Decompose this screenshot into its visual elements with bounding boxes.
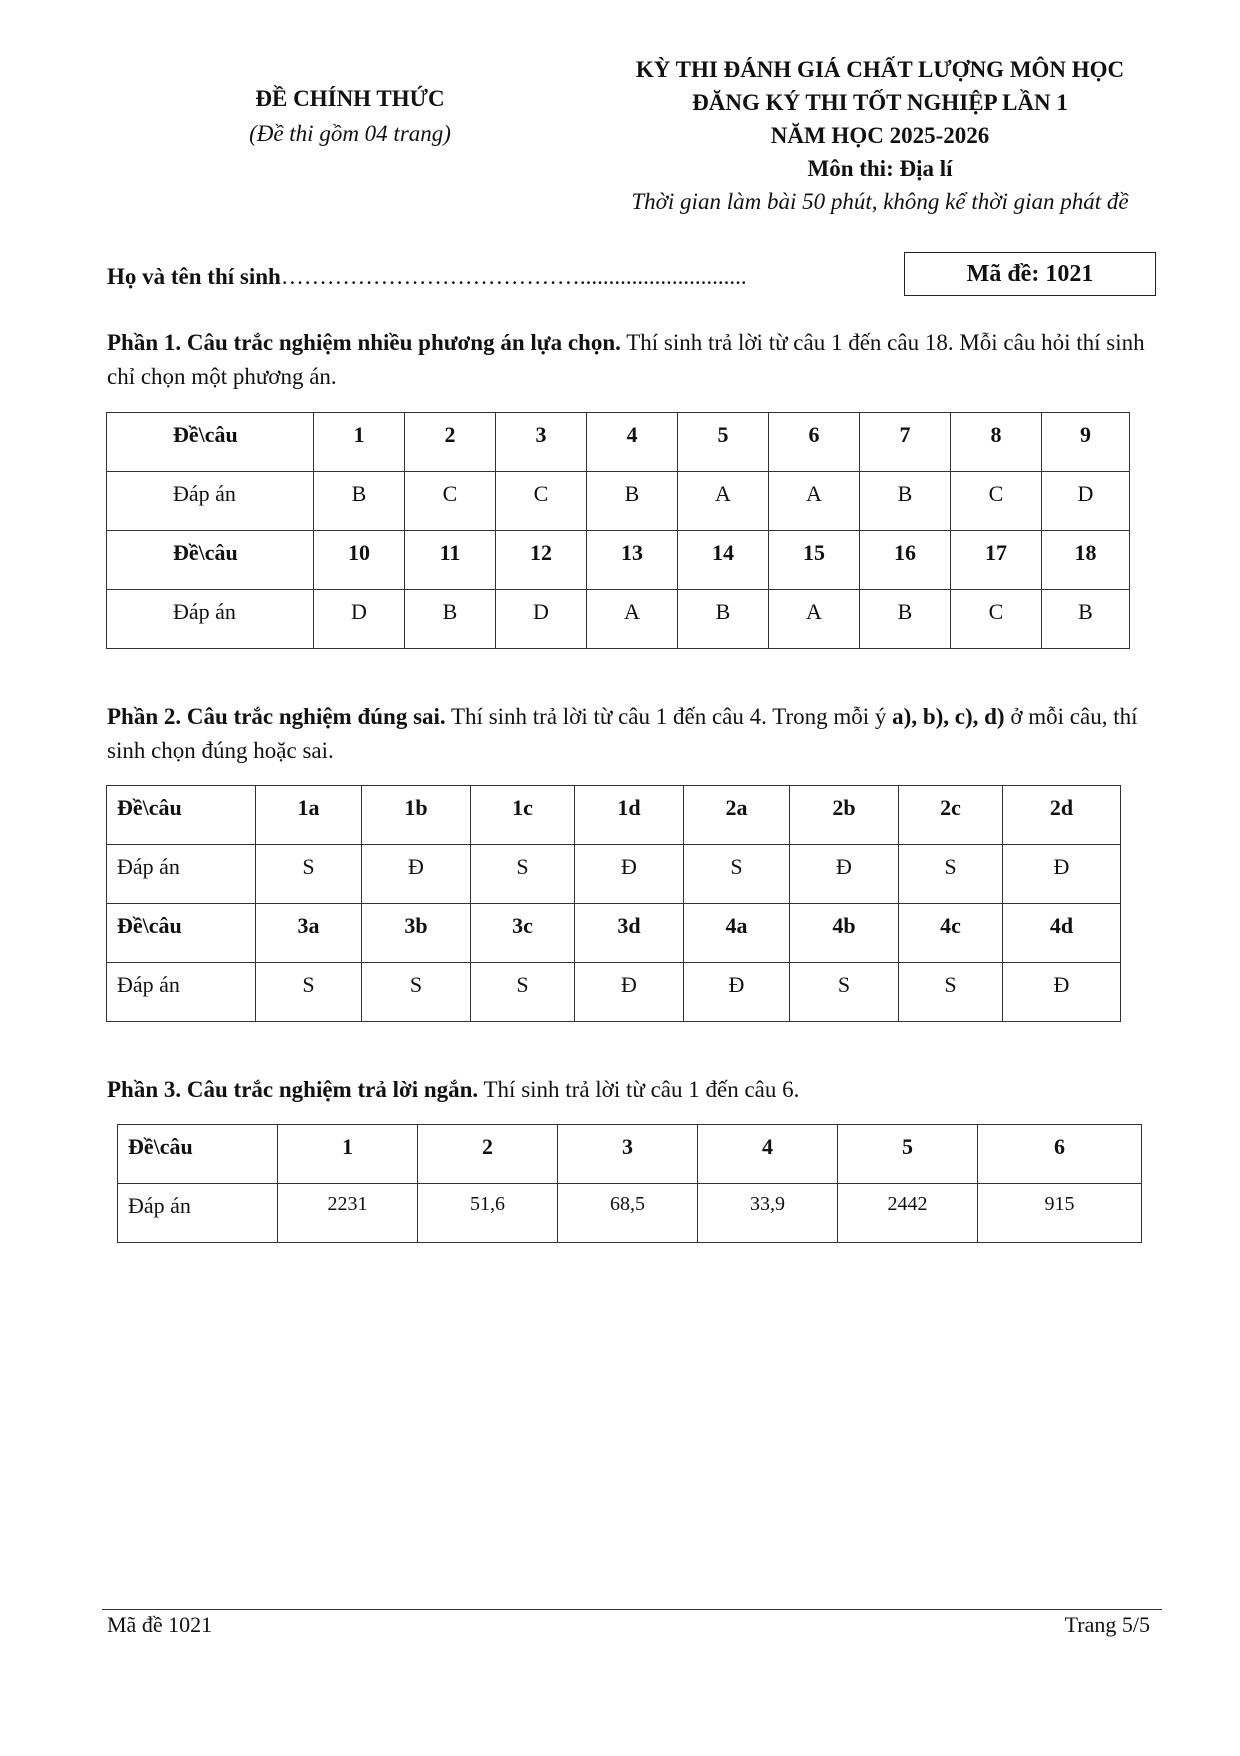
footer-page-number: Trang 5/5 xyxy=(1064,1612,1150,1637)
part2-answer-cell: Đ xyxy=(362,845,471,904)
part3-answer-table xyxy=(117,1124,1142,1243)
part1-answer-label: Đáp án xyxy=(107,590,314,649)
part1-answer-cell: A xyxy=(678,472,769,531)
part2-answer-cell: S xyxy=(899,963,1003,1022)
part1-answer-cell: A xyxy=(769,472,860,531)
part2-question-cell: 1c xyxy=(471,786,575,845)
part1-question-cell: 11 xyxy=(405,531,496,590)
part1-question-label: Đề\câu xyxy=(107,531,314,590)
part2-answer-cell: Đ xyxy=(575,963,684,1022)
part1-question-row xyxy=(107,413,1130,472)
part2-text-b: ở mỗi câu, thí sinh chọn đúng hoặc sai. xyxy=(107,704,1138,763)
part2-instructions xyxy=(107,700,1167,768)
part2-question-row xyxy=(107,786,1121,845)
exam-time-note: Thời gian làm bài 50 phút, không kể thời gian phát đề xyxy=(631,189,1129,214)
part1-question-cell: 15 xyxy=(769,531,860,590)
part3-answer-label: Đáp án xyxy=(118,1184,278,1243)
part2-question-row xyxy=(107,904,1121,963)
part1-answer-cell: A xyxy=(769,590,860,649)
part1-answer-cell: B xyxy=(860,472,951,531)
candidate-name-label: Họ và tên thí sinh xyxy=(107,264,281,289)
part2-question-cell: 3d xyxy=(575,904,684,963)
part2-question-cell: 4b xyxy=(790,904,899,963)
part1-question-cell: 7 xyxy=(860,413,951,472)
part1-answer-cell: B xyxy=(314,472,405,531)
part1-question-cell: 8 xyxy=(951,413,1042,472)
part2-answer-cell: S xyxy=(256,845,362,904)
part2-answer-cell: S xyxy=(790,963,899,1022)
part1-question-cell: 17 xyxy=(951,531,1042,590)
part1-answer-cell: D xyxy=(496,590,587,649)
candidate-name-dots: …………………………………............................. xyxy=(280,264,747,289)
part2-answer-cell: S xyxy=(684,845,790,904)
part3-question-cell: 2 xyxy=(418,1125,558,1184)
part2-question-cell: 3b xyxy=(362,904,471,963)
part2-title: Phần 2. Câu trắc nghiệm đúng sai. xyxy=(107,704,446,729)
part1-answer-cell: D xyxy=(314,590,405,649)
part2-answer-table xyxy=(106,785,1121,1022)
part2-question-cell: 1d xyxy=(575,786,684,845)
part1-answer-table xyxy=(106,412,1130,649)
part3-answer-cell: 33,9 xyxy=(698,1184,838,1243)
part2-answer-label: Đáp án xyxy=(107,963,256,1022)
part2-question-label: Đề\câu xyxy=(107,786,256,845)
part3-question-cell: 5 xyxy=(838,1125,978,1184)
part2-question-cell: 3c xyxy=(471,904,575,963)
part3-question-label: Đề\câu xyxy=(118,1125,278,1184)
part1-answer-label: Đáp án xyxy=(107,472,314,531)
exam-title-line2: ĐĂNG KÝ THI TỐT NGHIỆP LẦN 1 xyxy=(692,90,1068,115)
part1-text: Thí sinh trả lời từ câu 1 đến câu 18. Mỗi câu hỏi thí sinh chỉ chọn một phương án. xyxy=(107,330,1145,389)
part1-question-cell: 6 xyxy=(769,413,860,472)
part3-title: Phần 3. Câu trắc nghiệm trả lời ngắn. xyxy=(107,1077,479,1102)
part2-question-cell: 4d xyxy=(1003,904,1121,963)
exam-title-line1: KỲ THI ĐÁNH GIÁ CHẤT LƯỢNG MÔN HỌC xyxy=(635,57,1125,82)
part1-answer-cell: B xyxy=(678,590,769,649)
part1-answer-cell: C xyxy=(951,472,1042,531)
part2-answer-cell: S xyxy=(471,963,575,1022)
part1-question-label: Đề\câu xyxy=(107,413,314,472)
part1-title: Phần 1. Câu trắc nghiệm nhiều phương án lựa chọn. xyxy=(107,330,621,355)
part3-question-row xyxy=(118,1125,1142,1184)
part2-question-cell: 4a xyxy=(684,904,790,963)
exam-title-line3: NĂM HỌC 2025-2026 xyxy=(770,123,990,148)
part1-answer-cell: B xyxy=(405,590,496,649)
footer-exam-code: Mã đề 1021 xyxy=(107,1612,213,1637)
part3-question-cell: 3 xyxy=(558,1125,698,1184)
part3-question-cell: 6 xyxy=(978,1125,1142,1184)
part2-question-cell: 3a xyxy=(256,904,362,963)
part3-answer-cell: 68,5 xyxy=(558,1184,698,1243)
part2-answer-cell: Đ xyxy=(790,845,899,904)
page-count-note: (Đề thi gồm 04 trang) xyxy=(249,121,451,146)
part1-answer-cell: A xyxy=(587,590,678,649)
part1-question-cell: 18 xyxy=(1042,531,1130,590)
part1-question-cell: 3 xyxy=(496,413,587,472)
part2-answer-cell: S xyxy=(471,845,575,904)
part1-question-cell: 5 xyxy=(678,413,769,472)
part1-instructions xyxy=(107,326,1167,394)
part1-answer-cell: B xyxy=(860,590,951,649)
part1-answer-cell: C xyxy=(951,590,1042,649)
part2-answer-label: Đáp án xyxy=(107,845,256,904)
part2-answer-row xyxy=(107,845,1121,904)
official-label: ĐỀ CHÍNH THỨC xyxy=(255,86,445,111)
part1-answer-cell: D xyxy=(1042,472,1130,531)
part2-answer-cell: S xyxy=(256,963,362,1022)
part2-text-a: Thí sinh trả lời từ câu 1 đến câu 4. Trong mỗi ý xyxy=(445,704,893,729)
part2-question-label: Đề\câu xyxy=(107,904,256,963)
part3-answer-cell: 915 xyxy=(978,1184,1142,1243)
exam-code-box: Mã đề: 1021 xyxy=(904,252,1156,296)
part1-question-row xyxy=(107,531,1130,590)
part2-answer-cell: Đ xyxy=(1003,963,1121,1022)
part2-question-cell: 2b xyxy=(790,786,899,845)
part1-question-cell: 1 xyxy=(314,413,405,472)
part2-answer-cell: S xyxy=(362,963,471,1022)
part1-answer-row xyxy=(107,590,1130,649)
part1-question-cell: 14 xyxy=(678,531,769,590)
part2-answer-cell: Đ xyxy=(684,963,790,1022)
part2-question-cell: 1a xyxy=(256,786,362,845)
part2-answer-row xyxy=(107,963,1121,1022)
part1-answer-cell: B xyxy=(1042,590,1130,649)
part2-question-cell: 2d xyxy=(1003,786,1121,845)
part1-question-cell: 2 xyxy=(405,413,496,472)
part3-text: Thí sinh trả lời từ câu 1 đến câu 6. xyxy=(478,1077,800,1102)
part1-answer-cell: C xyxy=(496,472,587,531)
part3-question-cell: 1 xyxy=(278,1125,418,1184)
candidate-name-line xyxy=(107,264,747,290)
part3-instructions xyxy=(107,1073,1167,1107)
part3-answer-cell: 51,6 xyxy=(418,1184,558,1243)
part2-question-cell: 2a xyxy=(684,786,790,845)
exam-header xyxy=(600,53,1160,218)
part3-answer-cell: 2231 xyxy=(278,1184,418,1243)
part2-answer-cell: Đ xyxy=(575,845,684,904)
part1-answer-row xyxy=(107,472,1130,531)
part3-answer-cell: 2442 xyxy=(838,1184,978,1243)
part1-question-cell: 9 xyxy=(1042,413,1130,472)
part1-answer-cell: C xyxy=(405,472,496,531)
part1-question-cell: 10 xyxy=(314,531,405,590)
part1-question-cell: 13 xyxy=(587,531,678,590)
part2-answer-cell: Đ xyxy=(1003,845,1121,904)
part2-text-bold: a), b), c), d) xyxy=(892,704,1005,729)
part3-question-cell: 4 xyxy=(698,1125,838,1184)
part1-question-cell: 4 xyxy=(587,413,678,472)
part2-answer-cell: S xyxy=(899,845,1003,904)
part2-question-cell: 2c xyxy=(899,786,1003,845)
part2-question-cell: 4c xyxy=(899,904,1003,963)
part1-question-cell: 16 xyxy=(860,531,951,590)
part1-question-cell: 12 xyxy=(496,531,587,590)
part1-answer-cell: B xyxy=(587,472,678,531)
exam-subject: Môn thi: Địa lí xyxy=(807,156,953,181)
part2-question-cell: 1b xyxy=(362,786,471,845)
part3-answer-row xyxy=(118,1184,1142,1243)
